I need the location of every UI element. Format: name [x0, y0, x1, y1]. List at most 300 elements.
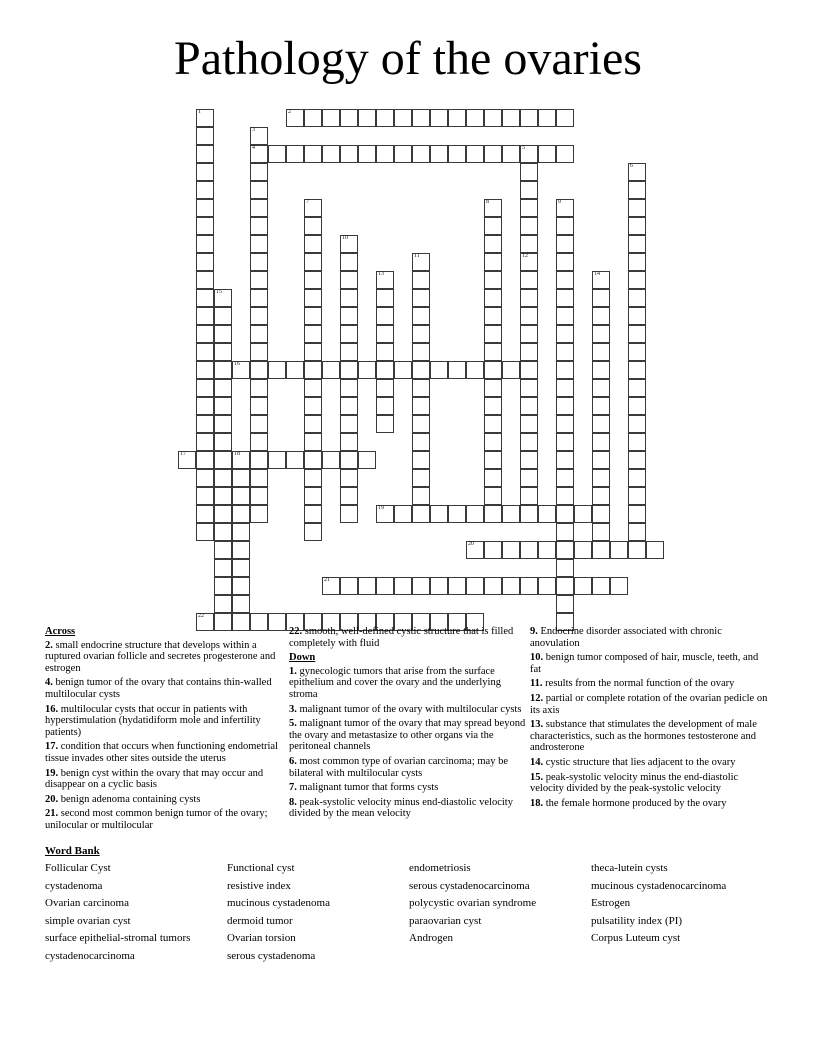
word-bank-item[interactable]: surface epithelial-stromal tumors: [45, 932, 191, 944]
grid-cell[interactable]: [574, 577, 592, 595]
grid-cell[interactable]: [520, 199, 538, 217]
grid-cell[interactable]: [556, 289, 574, 307]
grid-cell[interactable]: [304, 523, 322, 541]
grid-cell[interactable]: [340, 289, 358, 307]
grid-cell[interactable]: [484, 325, 502, 343]
grid-cell[interactable]: [214, 361, 232, 379]
grid-cell[interactable]: [412, 361, 430, 379]
word-bank-item[interactable]: pulsatility index (PI): [591, 914, 683, 927]
grid-cell[interactable]: [556, 307, 574, 325]
grid-cell[interactable]: [304, 451, 322, 469]
grid-cell[interactable]: [412, 397, 430, 415]
grid-cell[interactable]: [394, 109, 412, 127]
grid-cell[interactable]: [430, 577, 448, 595]
grid-cell[interactable]: [556, 325, 574, 343]
grid-cell[interactable]: [196, 271, 214, 289]
grid-cell[interactable]: [520, 415, 538, 433]
grid-cell[interactable]: [520, 343, 538, 361]
grid-cell[interactable]: [412, 289, 430, 307]
grid-cell[interactable]: [574, 541, 592, 559]
grid-cell[interactable]: [214, 505, 232, 523]
grid-cell[interactable]: [628, 289, 646, 307]
grid-cell[interactable]: [196, 469, 214, 487]
grid-cell[interactable]: [610, 541, 628, 559]
grid-cell[interactable]: [340, 235, 358, 253]
grid-cell[interactable]: [286, 145, 304, 163]
grid-cell[interactable]: [520, 325, 538, 343]
grid-cell[interactable]: [250, 469, 268, 487]
grid-cell[interactable]: [286, 361, 304, 379]
word-bank-item[interactable]: Corpus Luteum cyst: [591, 932, 681, 944]
grid-cell[interactable]: [250, 307, 268, 325]
grid-cell[interactable]: [340, 307, 358, 325]
grid-cell[interactable]: [340, 397, 358, 415]
grid-cell[interactable]: [556, 199, 574, 217]
grid-cell[interactable]: [340, 109, 358, 127]
grid-cell[interactable]: [196, 289, 214, 307]
grid-cell[interactable]: [520, 181, 538, 199]
grid-cell[interactable]: [196, 361, 214, 379]
grid-cell[interactable]: [628, 325, 646, 343]
grid-cell[interactable]: [556, 109, 574, 127]
grid-cell[interactable]: [556, 559, 574, 577]
grid-cell[interactable]: [412, 343, 430, 361]
grid-cell[interactable]: [232, 541, 250, 559]
grid-cell[interactable]: [214, 451, 232, 469]
grid-cell[interactable]: [448, 361, 466, 379]
grid-cell[interactable]: [322, 145, 340, 163]
grid-cell[interactable]: [304, 109, 322, 127]
grid-cell[interactable]: [628, 253, 646, 271]
grid-cell[interactable]: [466, 541, 484, 559]
grid-cell[interactable]: [232, 559, 250, 577]
grid-cell[interactable]: [214, 325, 232, 343]
grid-cell[interactable]: [556, 379, 574, 397]
word-bank-item[interactable]: polycystic ovarian syndrome: [409, 897, 537, 909]
grid-cell[interactable]: [592, 271, 610, 289]
grid-cell[interactable]: [538, 109, 556, 127]
grid-cell[interactable]: [196, 127, 214, 145]
grid-cell[interactable]: [520, 541, 538, 559]
grid-cell[interactable]: [502, 577, 520, 595]
grid-cell[interactable]: [376, 289, 394, 307]
grid-cell[interactable]: [304, 433, 322, 451]
grid-cell[interactable]: [520, 109, 538, 127]
grid-cell[interactable]: [250, 235, 268, 253]
grid-cell[interactable]: [250, 253, 268, 271]
grid-cell[interactable]: [232, 361, 250, 379]
grid-cell[interactable]: [340, 145, 358, 163]
grid-cell[interactable]: [448, 109, 466, 127]
grid-cell[interactable]: [520, 379, 538, 397]
grid-cell[interactable]: [412, 145, 430, 163]
word-bank-item[interactable]: Estrogen: [591, 897, 631, 909]
grid-cell[interactable]: [448, 505, 466, 523]
grid-cell[interactable]: [484, 145, 502, 163]
grid-cell[interactable]: [538, 505, 556, 523]
word-bank-item[interactable]: Ovarian torsion: [227, 932, 296, 944]
grid-cell[interactable]: [556, 523, 574, 541]
grid-cell[interactable]: [250, 217, 268, 235]
grid-cell[interactable]: [628, 343, 646, 361]
grid-cell[interactable]: [304, 199, 322, 217]
grid-cell[interactable]: [502, 541, 520, 559]
grid-cell[interactable]: [196, 181, 214, 199]
grid-cell[interactable]: [340, 271, 358, 289]
grid-cell[interactable]: [340, 487, 358, 505]
grid-cell[interactable]: [592, 343, 610, 361]
grid-cell[interactable]: [484, 217, 502, 235]
grid-cell[interactable]: [466, 505, 484, 523]
grid-cell[interactable]: [520, 505, 538, 523]
word-bank-item[interactable]: resistive index: [227, 879, 291, 892]
grid-cell[interactable]: [196, 217, 214, 235]
grid-cell[interactable]: [214, 289, 232, 307]
grid-cell[interactable]: [592, 523, 610, 541]
grid-cell[interactable]: [304, 379, 322, 397]
grid-cell[interactable]: [232, 505, 250, 523]
word-bank-item[interactable]: Follicular Cyst: [45, 862, 111, 874]
grid-cell[interactable]: [628, 397, 646, 415]
grid-cell[interactable]: [286, 109, 304, 127]
grid-cell[interactable]: [250, 397, 268, 415]
grid-cell[interactable]: [628, 505, 646, 523]
grid-cell[interactable]: [196, 163, 214, 181]
grid-cell[interactable]: [304, 271, 322, 289]
grid-cell[interactable]: [592, 577, 610, 595]
grid-cell[interactable]: [484, 487, 502, 505]
grid-cell[interactable]: [376, 307, 394, 325]
grid-cell[interactable]: [628, 163, 646, 181]
grid-cell[interactable]: [304, 415, 322, 433]
grid-cell[interactable]: [502, 505, 520, 523]
grid-cell[interactable]: [628, 271, 646, 289]
grid-cell[interactable]: [376, 505, 394, 523]
grid-cell[interactable]: [304, 361, 322, 379]
grid-cell[interactable]: [556, 505, 574, 523]
grid-cell[interactable]: [484, 235, 502, 253]
grid-cell[interactable]: [250, 451, 268, 469]
grid-cell[interactable]: [412, 379, 430, 397]
grid-cell[interactable]: [556, 451, 574, 469]
grid-cell[interactable]: [376, 325, 394, 343]
grid-cell[interactable]: [484, 109, 502, 127]
grid-cell[interactable]: [232, 595, 250, 613]
word-bank-item[interactable]: simple ovarian cyst: [45, 914, 131, 927]
grid-cell[interactable]: [412, 505, 430, 523]
grid-cell[interactable]: [196, 505, 214, 523]
grid-cell[interactable]: [484, 343, 502, 361]
grid-cell[interactable]: [592, 487, 610, 505]
grid-cell[interactable]: [628, 379, 646, 397]
grid-cell[interactable]: [502, 361, 520, 379]
grid-cell[interactable]: [214, 559, 232, 577]
grid-cell[interactable]: [340, 361, 358, 379]
grid-cell[interactable]: [556, 253, 574, 271]
word-bank-item[interactable]: paraovarian cyst: [409, 914, 482, 927]
grid-cell[interactable]: [592, 361, 610, 379]
grid-cell[interactable]: [520, 397, 538, 415]
grid-cell[interactable]: [412, 253, 430, 271]
grid-cell[interactable]: [646, 541, 664, 559]
grid-cell[interactable]: [178, 451, 196, 469]
grid-cell[interactable]: [484, 577, 502, 595]
grid-cell[interactable]: [556, 487, 574, 505]
grid-cell[interactable]: [628, 415, 646, 433]
grid-cell[interactable]: [250, 271, 268, 289]
word-bank-item[interactable]: cystadenocarcinoma: [45, 949, 135, 962]
grid-cell[interactable]: [376, 577, 394, 595]
grid-cell[interactable]: [196, 397, 214, 415]
grid-cell[interactable]: [628, 307, 646, 325]
grid-cell[interactable]: [592, 433, 610, 451]
grid-cell[interactable]: [340, 379, 358, 397]
grid-cell[interactable]: [520, 235, 538, 253]
word-bank-item[interactable]: theca-lutein cysts: [591, 862, 668, 874]
grid-cell[interactable]: [520, 217, 538, 235]
grid-cell[interactable]: [304, 289, 322, 307]
grid-cell[interactable]: [556, 217, 574, 235]
grid-cell[interactable]: [196, 487, 214, 505]
grid-cell[interactable]: [484, 415, 502, 433]
grid-cell[interactable]: [556, 595, 574, 613]
grid-cell[interactable]: [592, 415, 610, 433]
grid-cell[interactable]: [214, 415, 232, 433]
grid-cell[interactable]: [268, 361, 286, 379]
grid-cell[interactable]: [376, 109, 394, 127]
grid-cell[interactable]: [502, 109, 520, 127]
grid-cell[interactable]: [268, 145, 286, 163]
grid-cell[interactable]: [304, 235, 322, 253]
grid-cell[interactable]: [592, 307, 610, 325]
grid-cell[interactable]: [412, 577, 430, 595]
grid-cell[interactable]: [250, 289, 268, 307]
grid-cell[interactable]: [466, 577, 484, 595]
grid-cell[interactable]: [340, 253, 358, 271]
grid-cell[interactable]: [574, 505, 592, 523]
word-bank-item[interactable]: Ovarian carcinoma: [45, 897, 129, 909]
word-bank-item[interactable]: mucinous cystadenocarcinoma: [591, 879, 727, 892]
grid-cell[interactable]: [214, 541, 232, 559]
grid-cell[interactable]: [412, 325, 430, 343]
grid-cell[interactable]: [214, 487, 232, 505]
grid-cell[interactable]: [628, 451, 646, 469]
grid-cell[interactable]: [466, 109, 484, 127]
word-bank-item[interactable]: Androgen: [409, 932, 453, 944]
grid-cell[interactable]: [322, 361, 340, 379]
grid-cell[interactable]: [196, 325, 214, 343]
grid-cell[interactable]: [214, 307, 232, 325]
grid-cell[interactable]: [520, 469, 538, 487]
grid-cell[interactable]: [214, 433, 232, 451]
grid-cell[interactable]: [610, 577, 628, 595]
grid-cell[interactable]: [484, 253, 502, 271]
grid-cell[interactable]: [250, 181, 268, 199]
grid-cell[interactable]: [628, 217, 646, 235]
grid-cell[interactable]: [556, 361, 574, 379]
grid-cell[interactable]: [466, 361, 484, 379]
grid-cell[interactable]: [214, 523, 232, 541]
grid-cell[interactable]: [250, 379, 268, 397]
grid-cell[interactable]: [358, 361, 376, 379]
grid-cell[interactable]: [196, 451, 214, 469]
grid-cell[interactable]: [394, 145, 412, 163]
grid-cell[interactable]: [484, 433, 502, 451]
grid-cell[interactable]: [394, 505, 412, 523]
grid-cell[interactable]: [628, 181, 646, 199]
grid-cell[interactable]: [592, 541, 610, 559]
grid-cell[interactable]: [340, 415, 358, 433]
grid-cell[interactable]: [196, 109, 214, 127]
grid-cell[interactable]: [628, 541, 646, 559]
grid-cell[interactable]: [592, 289, 610, 307]
grid-cell[interactable]: [394, 361, 412, 379]
grid-cell[interactable]: [250, 415, 268, 433]
grid-cell[interactable]: [484, 307, 502, 325]
grid-cell[interactable]: [484, 379, 502, 397]
grid-cell[interactable]: [538, 145, 556, 163]
grid-cell[interactable]: [196, 415, 214, 433]
grid-cell[interactable]: [250, 325, 268, 343]
word-bank-item[interactable]: Functional cyst: [227, 862, 295, 874]
grid-cell[interactable]: [412, 487, 430, 505]
grid-cell[interactable]: [304, 469, 322, 487]
grid-cell[interactable]: [628, 235, 646, 253]
grid-cell[interactable]: [340, 433, 358, 451]
grid-cell[interactable]: [304, 397, 322, 415]
grid-cell[interactable]: [448, 577, 466, 595]
grid-cell[interactable]: [232, 523, 250, 541]
grid-cell[interactable]: [412, 307, 430, 325]
grid-cell[interactable]: [520, 577, 538, 595]
grid-cell[interactable]: [232, 577, 250, 595]
grid-cell[interactable]: [376, 415, 394, 433]
grid-cell[interactable]: [592, 379, 610, 397]
grid-cell[interactable]: [304, 343, 322, 361]
grid-cell[interactable]: [250, 145, 268, 163]
grid-cell[interactable]: [520, 289, 538, 307]
grid-cell[interactable]: [376, 397, 394, 415]
grid-cell[interactable]: [304, 145, 322, 163]
grid-cell[interactable]: [484, 541, 502, 559]
grid-cell[interactable]: [358, 145, 376, 163]
grid-cell[interactable]: [592, 505, 610, 523]
grid-cell[interactable]: [556, 235, 574, 253]
grid-cell[interactable]: [358, 451, 376, 469]
grid-cell[interactable]: [430, 109, 448, 127]
grid-cell[interactable]: [412, 415, 430, 433]
grid-cell[interactable]: [556, 469, 574, 487]
grid-cell[interactable]: [304, 217, 322, 235]
grid-cell[interactable]: [214, 577, 232, 595]
grid-cell[interactable]: [214, 469, 232, 487]
grid-cell[interactable]: [628, 487, 646, 505]
grid-cell[interactable]: [556, 433, 574, 451]
grid-cell[interactable]: [268, 451, 286, 469]
word-bank-item[interactable]: serous cystadenocarcinoma: [409, 879, 530, 892]
grid-cell[interactable]: [592, 397, 610, 415]
grid-cell[interactable]: [430, 145, 448, 163]
grid-cell[interactable]: [376, 271, 394, 289]
grid-cell[interactable]: [520, 145, 538, 163]
grid-cell[interactable]: [376, 145, 394, 163]
grid-cell[interactable]: [556, 271, 574, 289]
grid-cell[interactable]: [592, 469, 610, 487]
grid-cell[interactable]: [520, 307, 538, 325]
grid-cell[interactable]: [592, 325, 610, 343]
grid-cell[interactable]: [628, 469, 646, 487]
grid-cell[interactable]: [304, 505, 322, 523]
grid-cell[interactable]: [628, 433, 646, 451]
grid-cell[interactable]: [628, 523, 646, 541]
grid-cell[interactable]: [484, 469, 502, 487]
grid-cell[interactable]: [250, 361, 268, 379]
grid-cell[interactable]: [430, 361, 448, 379]
grid-cell[interactable]: [556, 577, 574, 595]
grid-cell[interactable]: [538, 577, 556, 595]
grid-cell[interactable]: [502, 145, 520, 163]
grid-cell[interactable]: [466, 145, 484, 163]
grid-cell[interactable]: [538, 541, 556, 559]
grid-cell[interactable]: [322, 451, 340, 469]
grid-cell[interactable]: [196, 145, 214, 163]
grid-cell[interactable]: [304, 487, 322, 505]
grid-cell[interactable]: [232, 487, 250, 505]
grid-cell[interactable]: [340, 325, 358, 343]
grid-cell[interactable]: [376, 379, 394, 397]
grid-cell[interactable]: [430, 505, 448, 523]
grid-cell[interactable]: [412, 109, 430, 127]
grid-cell[interactable]: [322, 577, 340, 595]
word-bank-item[interactable]: serous cystadenoma: [227, 949, 316, 962]
grid-cell[interactable]: [340, 451, 358, 469]
grid-cell[interactable]: [232, 469, 250, 487]
grid-cell[interactable]: [286, 451, 304, 469]
grid-cell[interactable]: [484, 271, 502, 289]
grid-cell[interactable]: [520, 433, 538, 451]
grid-cell[interactable]: [520, 361, 538, 379]
grid-cell[interactable]: [556, 415, 574, 433]
grid-cell[interactable]: [196, 199, 214, 217]
grid-cell[interactable]: [412, 451, 430, 469]
grid-cell[interactable]: [196, 379, 214, 397]
grid-cell[interactable]: [250, 163, 268, 181]
grid-cell[interactable]: [304, 307, 322, 325]
grid-cell[interactable]: [340, 469, 358, 487]
grid-cell[interactable]: [196, 523, 214, 541]
grid-cell[interactable]: [448, 145, 466, 163]
grid-cell[interactable]: [250, 199, 268, 217]
grid-cell[interactable]: [412, 433, 430, 451]
grid-cell[interactable]: [556, 541, 574, 559]
grid-cell[interactable]: [250, 343, 268, 361]
grid-cell[interactable]: [196, 253, 214, 271]
grid-cell[interactable]: [520, 271, 538, 289]
grid-cell[interactable]: [520, 163, 538, 181]
grid-cell[interactable]: [250, 433, 268, 451]
grid-cell[interactable]: [412, 271, 430, 289]
grid-cell[interactable]: [340, 343, 358, 361]
grid-cell[interactable]: [412, 469, 430, 487]
grid-cell[interactable]: [520, 253, 538, 271]
grid-cell[interactable]: [250, 505, 268, 523]
grid-cell[interactable]: [358, 577, 376, 595]
grid-cell[interactable]: [196, 307, 214, 325]
grid-cell[interactable]: [196, 343, 214, 361]
grid-cell[interactable]: [322, 109, 340, 127]
grid-cell[interactable]: [250, 487, 268, 505]
grid-cell[interactable]: [520, 451, 538, 469]
